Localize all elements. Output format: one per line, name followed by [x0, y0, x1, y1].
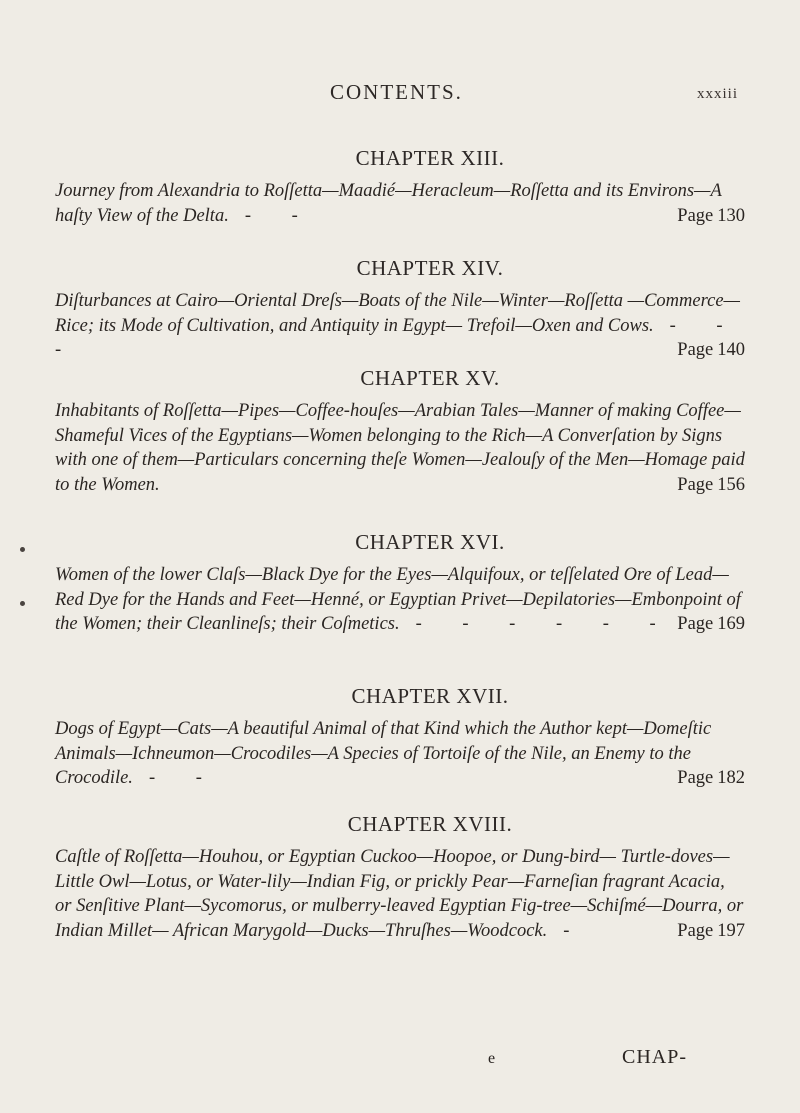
page-reference: [677, 338, 745, 363]
chapter-title: CHAPTER XVIII.: [347, 812, 513, 836]
chapter-title: CHAPTER XIV.: [356, 256, 504, 280]
page-footer: [0, 1046, 800, 1076]
page-reference: [677, 204, 745, 229]
page-ref-number: 140: [717, 340, 745, 360]
page-reference: [677, 919, 745, 944]
leader-dashes: - - - - - -: [415, 614, 674, 634]
chapter-entry: [55, 684, 745, 791]
chapter-description: [55, 399, 745, 497]
page-label: Page: [677, 920, 714, 941]
running-title: CONTENTS.: [330, 80, 463, 104]
chapter-entry: [55, 812, 745, 943]
page-ref-number: 156: [717, 474, 745, 495]
chapter-title: CHAPTER XVII.: [351, 684, 509, 708]
chapter-title: CHAPTER XV.: [360, 366, 500, 390]
chapter-entry: [55, 256, 745, 363]
leader-dashes: - -: [148, 768, 220, 788]
chapter-description: [55, 845, 745, 943]
page-label: Page: [677, 474, 714, 495]
chapter-entry: [55, 146, 745, 228]
page-ref-number: 169: [717, 614, 745, 634]
chapter-title: CHAPTER XVI.: [355, 530, 505, 554]
leader-dashes: - -: [244, 205, 316, 226]
page-ref-number: 197: [717, 920, 745, 941]
chapter-summary: Journey from Alexandria to Roſſetta—Maadié—Heracleum—Roſſetta and its Environs—A haſty View of the Delta.: [55, 181, 722, 226]
chapter-summary: Inhabitants of Roſſetta—Pipes—Coffee-houſes—Arabian Tales—Manner of making Coffee—Shameful Vices of the Egyptians—Women belonging to the Rich—A Converſation by Signs with one of them—Particulars concerning theſe Women—Jealouſy of the Men—Homage paid to the Women.: [55, 401, 745, 495]
page-label: Page: [677, 205, 714, 226]
leader-dashes: - - -: [55, 315, 741, 360]
page-ref-number: 130: [717, 205, 745, 226]
signature-mark: e: [488, 1050, 496, 1067]
chapter-entry: [55, 530, 745, 637]
page-label: Page: [677, 614, 714, 634]
chapter-summary: Caſtle of Roſſetta—Houhou, or Egyptian Cuckoo—Hoopoe, or Dung-bird— Turtle-doves—Little Owl—Lotus, or Water-lily—Indian Fig, or prickly Pear—Farneſian fragrant Acacia, or Senſitive Plant—Sycomorus, or mulberry-leaved Egyptian Fig-tree—Schiſmé—Dourra, or Indian Millet— African Marygold—Ducks—Thruſhes—Woodcock.: [55, 847, 744, 941]
page-reference: [677, 612, 745, 637]
running-head: [0, 80, 800, 110]
chapter-summary: Dogs of Egypt—Cats—A beautiful Animal of that Kind which the Author kept—Domeſtic Animals—Ichneumon—Crocodiles—A Species of Tortoiſe of the Nile, an Enemy to the Crocodile.: [55, 719, 712, 788]
chapter-summary: Diſturbances at Cairo—Oriental Dreſs—Boats of the Nile—Winter—Roſſetta —Commerce—Rice; its Mode of Cultivation, and Antiquity in Egypt— Trefoil—Oxen and Cows.: [55, 291, 740, 336]
chapter-description: [55, 563, 745, 637]
chapter-description: [55, 289, 745, 363]
page-ref-number: 182: [717, 768, 745, 788]
chapter-summary: Women of the lower Claſs—Black Dye for the Eyes—Alquifoux, or teſſelated Ore of Lead—Red Dye for the Hands and Feet—Henné, or Egyptian Privet—Depilatories—Embonpoint of the Women; their Cleanlineſs; their Coſmetics.: [55, 565, 741, 634]
chapter-title: CHAPTER XIII.: [355, 146, 505, 170]
chapter-description: [55, 717, 745, 791]
page-number: xxxiii: [696, 86, 738, 102]
leader-dashes: -: [563, 920, 588, 941]
page-label: Page: [677, 340, 714, 360]
catchword: CHAP-: [622, 1046, 688, 1068]
page-reference: [677, 766, 745, 791]
page-reference: [677, 473, 745, 498]
ink-speck: [20, 547, 25, 552]
chapter-description: [55, 179, 745, 228]
page-label: Page: [677, 768, 714, 788]
chapter-entry: [55, 366, 745, 497]
ink-speck: [20, 601, 25, 606]
